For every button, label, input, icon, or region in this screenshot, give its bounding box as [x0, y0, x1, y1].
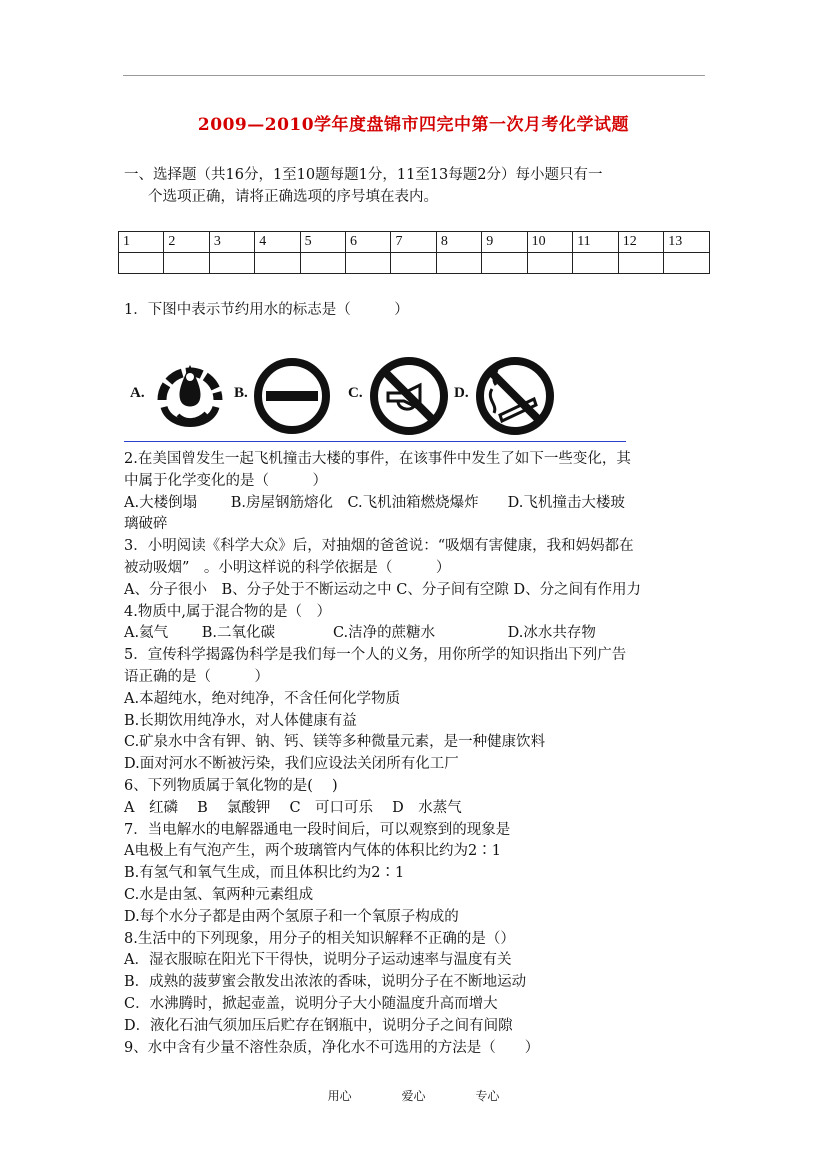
answer-cell[interactable] [391, 253, 436, 274]
question-line: C．水沸腾时，掀起壶盖，说明分子大小随温度升高而增大 [124, 995, 498, 1012]
answer-cell[interactable] [255, 253, 300, 274]
question-line: 语正确的是（ ） [124, 668, 269, 685]
question-line: 被动吸烟” 。小明这样说的科学依据是（ ） [124, 559, 451, 576]
answer-table [118, 231, 710, 274]
answer-cell[interactable] [482, 253, 527, 274]
table-cell-number: 9 [482, 232, 527, 253]
sign-label-b: B. [234, 385, 248, 401]
table-cell-number: 13 [664, 232, 710, 253]
footer-text-c: 专心 [475, 1089, 500, 1103]
question-line: A电极上有气泡产生，两个玻璃管内气体的体积比约为2∶1 [124, 843, 501, 860]
sign-label-c: C. [348, 385, 363, 401]
sign-label-d: D. [454, 385, 469, 401]
table-cell-number: 11 [573, 232, 619, 253]
sign-option-a [124, 355, 234, 437]
questions-body [124, 449, 714, 1059]
question-line: A.本超纯水，绝对纯净，不含任何化学物质 [124, 690, 401, 707]
question-line: 中属于化学变化的是（ ） [124, 472, 327, 489]
table-cell-number: 12 [618, 232, 664, 253]
question-line: D．液化石油气须加压后贮存在钢瓶中，说明分子之间有间隙 [124, 1017, 513, 1034]
question-line: 璃破碎 [124, 516, 168, 533]
question-line: A．湿衣服晾在阳光下干得快，说明分子运动速率与温度有关 [124, 952, 512, 969]
answer-cell[interactable] [527, 253, 573, 274]
question-line: 4.物质中,属于混合物的是（ ） [124, 603, 331, 620]
table-cell-number: 6 [346, 232, 391, 253]
question-line: A.氦气 B.二氧化碳 C.洁净的蔗糖水 D.冰水共存物 [124, 625, 596, 642]
table-cell-number: 3 [209, 232, 254, 253]
section-instructions [124, 164, 714, 208]
answer-cell[interactable] [436, 253, 481, 274]
question-line: 2.在美国曾发生一起飞机撞击大楼的事件，在该事件中发生了如下一些变化，其 [124, 451, 631, 467]
question-line: A、分子很小 B、分子处于不断运动之中 C、分子间有空隙 D、分之间有作用力 [124, 581, 642, 598]
page-footer [0, 1087, 827, 1104]
table-cell-number: 7 [391, 232, 436, 253]
sign-option-c [346, 355, 456, 437]
question-line: C.水是由氢、氧两种元素组成 [124, 886, 314, 903]
sign-options [124, 355, 564, 437]
question-line: A 红磷 B 氯酸钾 C 可口可乐 D 水蒸气 [124, 799, 462, 816]
answer-table-header-row [119, 232, 710, 253]
answer-cell[interactable] [119, 253, 164, 274]
table-cell-number: 5 [300, 232, 345, 253]
no-horn-icon [368, 355, 450, 437]
table-cell-number: 1 [119, 232, 164, 253]
question-line: 7．当电解水的电解器通电一段时间后，可以观察到的现象是 [124, 821, 511, 838]
question-1: 1．下图中表示节约用水的标志是（ ） [124, 302, 409, 318]
answer-cell[interactable] [346, 253, 391, 274]
sign-label-a: A. [130, 385, 145, 401]
question-line: 8.生活中的下列现象，用分子的相关知识解释不正确的是（） [124, 930, 515, 947]
sign-option-b [230, 355, 340, 437]
header-rule [123, 75, 705, 76]
no-smoking-icon [474, 355, 556, 437]
question-line: D.每个水分子都是由两个氢原子和一个氧原子构成的 [124, 908, 459, 925]
table-cell-number: 2 [164, 232, 209, 253]
question-line: B.有氢气和氧气生成，而且体积比约为2∶1 [124, 865, 405, 882]
answer-cell[interactable] [164, 253, 209, 274]
table-cell-number: 8 [436, 232, 481, 253]
section-line-2: 个选项正确，请将正确选项的序号填在表内。 [148, 189, 438, 205]
sign-option-d [454, 355, 564, 437]
table-cell-number: 10 [527, 232, 573, 253]
answer-cell[interactable] [664, 253, 710, 274]
page-title: 2009—2010学年度盘锦市四完中第一次月考化学试题 [197, 115, 630, 135]
footer-text-b: 爱心 [401, 1089, 426, 1103]
question-line: D.面对河水不断被污染，我们应设法关闭所有化工厂 [124, 756, 459, 773]
answer-cell[interactable] [209, 253, 254, 274]
table-cell-number: 4 [255, 232, 300, 253]
question-line: B．成熟的菠萝蜜会散发出浓浓的香味，说明分子在不断地运动 [124, 974, 527, 991]
question-line: B.长期饮用纯净水，对人体健康有益 [124, 712, 357, 729]
answer-cell[interactable] [300, 253, 345, 274]
question-line: C.矿泉水中含有钾、钠、钙、镁等多种微量元素，是一种健康饮料 [124, 734, 546, 751]
no-entry-icon [252, 355, 332, 437]
footer-text-a: 用心 [327, 1089, 352, 1103]
question-line: A.大楼倒塌 B.房屋钢筋熔化 C.飞机油箱燃烧爆炸 D.飞机撞击大楼玻 [124, 494, 625, 511]
question-line: 5．宣传科学揭露伪科学是我们每一个人的义务，用你所学的知识指出下列广告 [124, 647, 627, 664]
answer-cell[interactable] [573, 253, 619, 274]
water-drop-hand-icon [152, 355, 228, 437]
answer-table-blank-row [119, 253, 710, 274]
section-line-1: 一、选择题（共16分，1至10题每题1分，11至13每题2分）每小题只有一 [124, 167, 603, 183]
answer-cell[interactable] [618, 253, 664, 274]
question-line: 9、水中含有少量不溶性杂质，净化水不可选用的方法是（ ） [124, 1039, 540, 1056]
question-line: 3．小明阅读《科学大众》后，对抽烟的爸爸说：“吸烟有害健康，我和妈妈都在 [124, 538, 634, 555]
figure-underline [124, 441, 626, 442]
question-line: 6、下列物质属于氧化物的是( ) [124, 777, 338, 794]
